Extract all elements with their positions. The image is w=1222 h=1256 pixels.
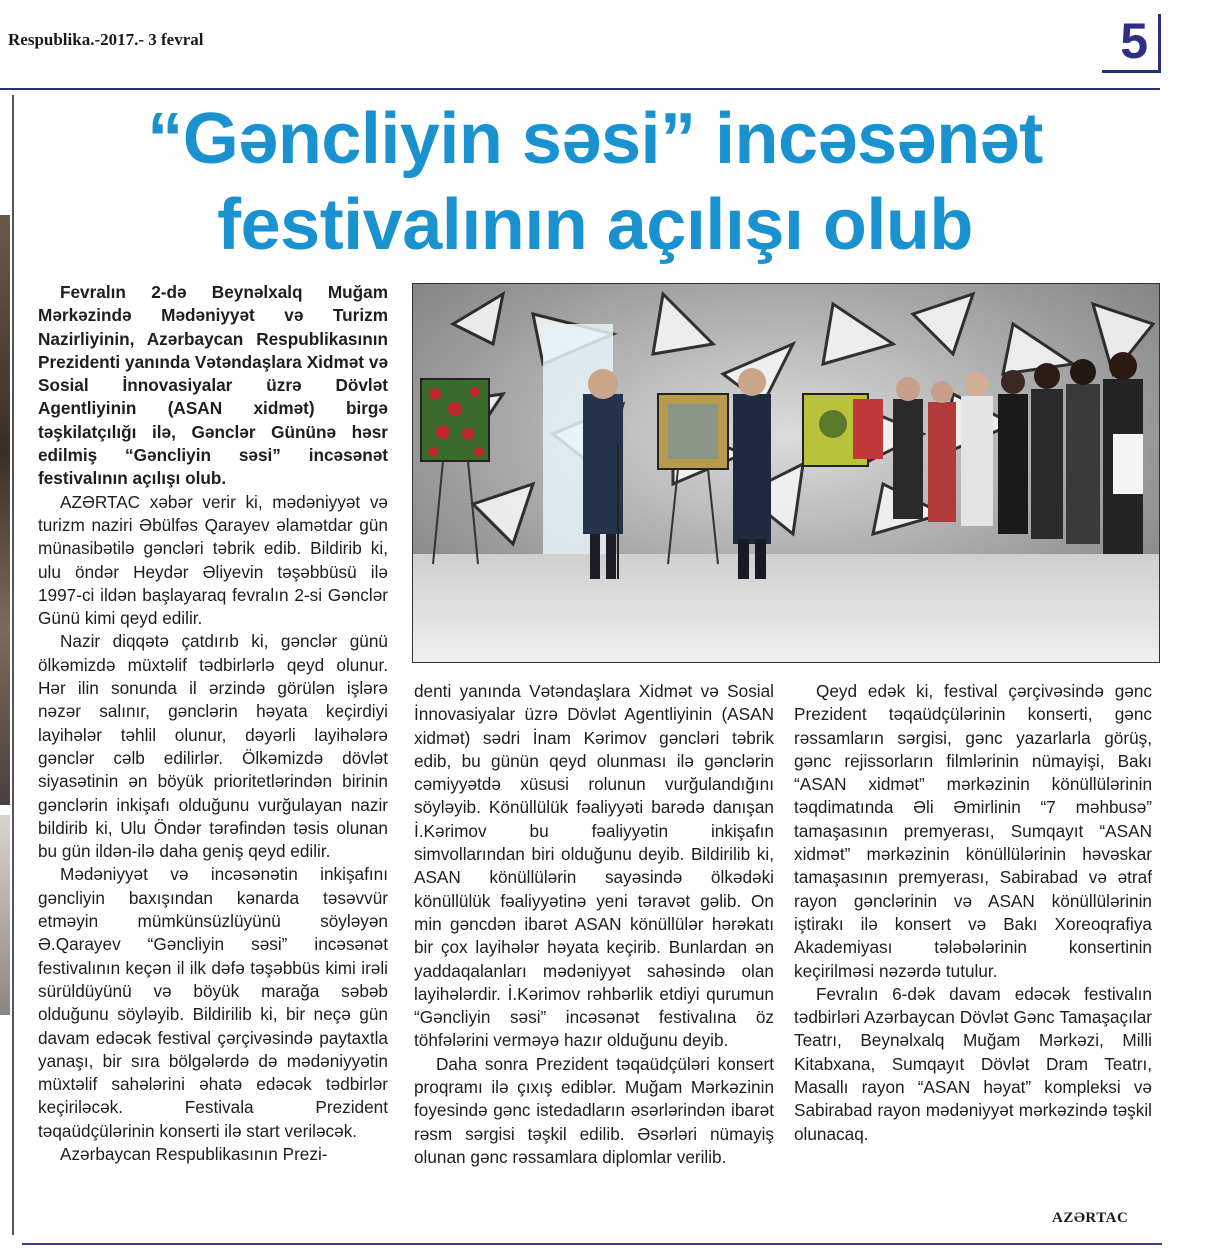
masthead-date: Respublika.-2017.- 3 fevral (8, 30, 204, 49)
column-divider-left (12, 95, 14, 1235)
adjacent-page-photo-strip (0, 215, 10, 805)
article-paragraph: Azərbaycan Respublikasının Prezi- (60, 1143, 328, 1164)
article-column-3 (794, 680, 1152, 1146)
header-rule (0, 88, 1160, 90)
adjacent-page-photo-strip-2 (0, 815, 10, 1015)
event-photo (412, 283, 1160, 663)
article-paragraph: Qeyd edək ki, festival çərçivəsində gənc Prezident təqaüdçülərinin konserti, gənc rəssamların sərgisi, gənc yazarlarla görüş, gənc rejissorların filmlərinin nümayişi, Bakı “ASAN xidmət” mərkəzinin könüllülərinin təqdimatında Əli Əmirlinin “7 məhbusə” tamaşasının premyerası, Sumqayıt “ASAN xidmət” mərkəzinin könüllülərinin həvəskar tamaşasının premyerası, Sabirabad və ətraf rayon gənclərinin və ASAN könüllülərinin iştirakı ilə konsert və Bakı Xoreoqrafiya Akademiyası tələbələrinin konsertinin keçirilməsi nəzərdə tutulur. (794, 681, 1152, 981)
article-paragraph: Fevralın 6-dək davam edəcək festivalın tədbirləri Azərbaycan Dövlət Gənc Tamaşaçılar Teatrı, Beynəlxalq Muğam Mərkəzi, Milli Kitabxana, Sumqayıt Dövlət Dram Teatrı, Masallı rayon “ASAN həyat” kompleksi və Sabirabad rayon mədəniyyət mərkəzində təşkil olunacaq. (794, 983, 1152, 1144)
article-paragraph: Mədəniyyət və incəsənətin inkişafını gəncliyin baxışından kənarda təsəvvür etməyin mümkünsüzlüyünü söyləyən Ə.Qarayev “Gəncliyin səsi” incəsənət festivalının keçən il ilk dəfə təşəbbüs kimi irəli sürüldüyünü və böyük marağa səbəb olduğunu söyləyib. Bildirilib ki, bir neçə gün davam edəcək festival çərçivəsində paytaxtla yanaşı, bir sıra bölgələrdə də mədəniyyətin müxtəlif sahələrini əhatə edəcək tədbirlər keçiriləcək. Festivala Prezident təqaüdçülərinin konserti ilə start veriləcək. (38, 864, 388, 1141)
headline-line-2: festivalının açılışı olub (217, 185, 973, 265)
footer-rule (22, 1243, 1162, 1245)
page-number: 5 (1120, 13, 1148, 69)
article-column-2 (414, 680, 774, 1169)
article-paragraph: AZƏRTAC xəbər verir ki, mədəniyyət və turizm naziri Əbülfəs Qarayev əlamətdar gün münasibətilə gəncləri təbrik edib. Bildirib ki, ulu öndər Heydər Əliyevin təşəbbüsü ilə 1997-ci ildən başlayaraq fevralın 2-si Gənclər Günü kimi qeyd edilir. (38, 491, 388, 629)
article-lead: Fevralın 2-də Beynəlxalq Muğam Mərkəzində Mədəniyyət və Turizm Nazirliyinin, Azərbaycan Respublikasının Prezidenti yanında Vətəndaşlara Xidmət və Sosial İnnovasiyalar üzrə Dövlət Agentliyinin (ASAN xidmət) birgə təşkilatçılığı ilə, Gənclər Gününə həsr edilmiş “Gəncliyin səsi” incəsənət festivalının açılışı olub. (38, 282, 388, 489)
article-paragraph: Daha sonra Prezident təqaüdçüləri konsert proqramı ilə çıxış ediblər. Muğam Mərkəzinin foyesində gənc istedadların əsərlərindən ibarət rəsm sərgisi təşkil edilib. Əsərləri nümayiş olunan gənc rəssamlara diplomlar verilib. (414, 1053, 774, 1167)
page-number-box (1102, 14, 1161, 73)
headline-line-1: “Gəncliyin səsi” incəsənət (147, 99, 1043, 179)
article-headline (20, 96, 1170, 268)
article-paragraph: Nazir diqqətə çatdırıb ki, gənclər günü ölkəmizdə müxtəlif tədbirlərlə qeyd olunur. Hər ilin sonunda il ərzində görülən işlərə nəzər salınır, gənclərin həyata keçirdiyi layihələr təhlil olunur, dəyərli layihələrə gənclər cəlb edilirlər. Ölkəmizdə dövlət siyasətinin ən böyük prioritetlərindən birinin gənclərin inkişafı olduğunu vurğulayan nazir bildirib ki, Ulu Öndər tərəfindən təsis olunan bu gün ildən-ilə daha geniş qeyd edilir. (38, 631, 388, 862)
event-photo-illustration (413, 284, 1159, 662)
source-credit: AZƏRTAC (1052, 1210, 1129, 1226)
article-paragraph: denti yanında Vətəndaşlara Xidmət və Sosial İnnovasiyalar üzrə Dövlət Agentliyinin (ASAN xidmət) sədri İnam Kərimov gəncləri təbrik edib, bu günün qeyd olunması ilə gənclərin cəmiyyətdə xüsusi rolunun vurğulandığını söyləyib. Könüllülük fəaliyyəti barədə danışan İ.Kərimov bu fəaliyyətin inkişafın simvollarından biri olduğunu deyib. Bildirilib ki, ASAN könüllülərin sayəsində ölkədəki könüllülük fəaliyyətinə yeni təravət gəlib. On min gəncdən ibarət ASAN könüllülər hərəkatı bir çox layihələr həyata keçirib. Bunlardan ən yaddaqalanları mədəniyyət sahəsində olan layihələrdir. İ.Kərimov rəhbərlik etdiyi qurumun “Gəncliyin səsi” incəsənət festivalına öz töhfələrini verməyə hazır olduğunu deyib. (414, 681, 774, 1051)
article-column-1 (38, 281, 388, 1166)
